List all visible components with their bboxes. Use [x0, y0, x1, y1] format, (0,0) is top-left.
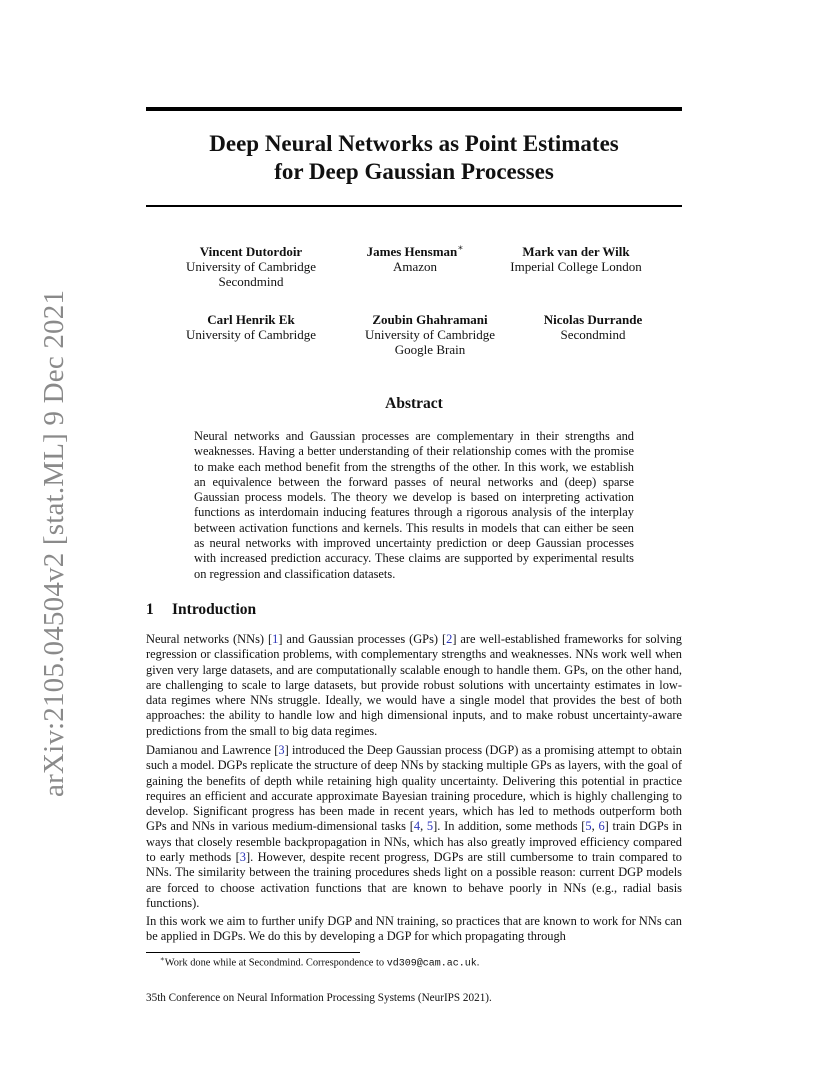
- author-affiliation: University of Cambridge: [186, 259, 316, 274]
- author-block: [351, 312, 509, 357]
- title-line-2: for Deep Gaussian Processes: [274, 159, 554, 184]
- section-number: 1: [146, 601, 154, 618]
- author-block: [514, 312, 672, 342]
- footnote: ∗Work done while at Secondmind. Correspondence to vd309@cam.ac.uk.: [160, 955, 480, 970]
- citation-link[interactable]: 5: [585, 819, 592, 834]
- email-link[interactable]: vd309@cam.ac.uk: [386, 958, 477, 970]
- author-affiliation: Amazon: [392, 259, 438, 274]
- abstract-heading: Abstract: [385, 395, 443, 412]
- body-paragraph: Neural networks (NNs) [1] and Gaussian processes (GPs) [2] are well-established frameworks for solving regression or classification problems, with complementary strengths and weaknesses. NNs work well when given very large datasets, and are computationally scalable enough to handle them. GPs, on the other hand, are challenging to scale to large datasets, but provide robust solutions with uncertainty estimates in low-data regimes where NNs struggle. Ideally, we would have a single model that provides the best of both approaches: the ability to handle low and high dimensional inputs, and to make robust uncertainty-aware predictions from the small to big data regimes.: [146, 632, 683, 738]
- author-block: [336, 244, 494, 274]
- author-name: Vincent Dutordoir: [199, 244, 303, 259]
- author-affiliation: Imperial College London: [510, 259, 642, 274]
- section-heading: [146, 601, 256, 619]
- title-line-1: Deep Neural Networks as Point Estimates: [209, 131, 619, 156]
- conference-note: 35th Conference on Neural Information Processing Systems (NeurIPS 2021).: [146, 992, 492, 1004]
- author-affiliation: University of Cambridge: [365, 327, 495, 342]
- arxiv-identifier: arXiv:2105.04504v2 [stat.ML] 9 Dec 2021: [38, 289, 70, 797]
- abstract-text: Neural networks and Gaussian processes are complementary in their strengths and weaknesses. Having a better understanding of their relationship comes with the promise to make each method benefit from the strengths of the other. In this work, we establish an equivalence between the forward passes of neural networks and (deep) sparse Gaussian process models. The theory we develop is based on interpreting activation functions as interdomain inducing features through a rigorous analysis of the interplay between activation functions and kernels. This results in models that can either be seen as neural networks with improved uncertainty prediction or deep Gaussian processes with increased prediction accuracy. These claims are supported by experimental results on regression and classification datasets.: [194, 429, 634, 581]
- author-name: Nicolas Durrande: [543, 312, 643, 327]
- citation-link[interactable]: 1: [272, 632, 279, 646]
- author-name: Zoubin Ghahramani: [372, 312, 488, 327]
- title-bottom-rule: [146, 205, 682, 207]
- paper-title: [146, 130, 682, 186]
- author-block: [172, 244, 330, 289]
- author-affiliation: Google Brain: [394, 342, 466, 357]
- footnote-marker: ∗: [457, 242, 464, 253]
- citation-link[interactable]: 3: [278, 743, 285, 757]
- citation-link[interactable]: 3: [239, 850, 246, 865]
- section-title: Introduction: [172, 601, 257, 618]
- author-name: Carl Henrik Ek: [207, 312, 295, 327]
- citation-link[interactable]: 6: [598, 819, 605, 834]
- author-affiliation: Secondmind: [560, 327, 626, 342]
- body-paragraph: Damianou and Lawrence [3] introduced the Deep Gaussian process (DGP) as a promising attempt to obtain such a model. DGPs replicate the structure of deep NNs by stacking multiple GPs as layers, with the goal of gaining the benefits of depth while retaining high quality uncertainty. Delivering this potential in practice requires an efficient and accurate approximate Bayesian training procedure, which is highly challenging to develop. Significant progress has been made in recent years, which has led to methods outperform both GPs and NNs in various medium-dimensional tasks [4, 5]. In addition, some methods [5, 6] train DGPs in ways that closely resemble backpropagation in NNs, which has also greatly improved efficiency compared to early methods [3]. However, despite recent progress, DGPs are still cumbersome to train compared to NNs. The similarity between the training procedures sheds light on a possible reason: current DGP models are forced to choose activation functions that are known to behave poorly in NNs (e.g., radial basis functions).: [146, 743, 683, 910]
- body-paragraph: In this work we aim to further unify DGP and NN training, so practices that are known to work for NNs can be applied in DGPs. We do this by developing a DGP for which propagating through: [146, 914, 682, 944]
- author-name: Mark van der Wilk: [522, 244, 630, 259]
- citation-link[interactable]: 5: [426, 819, 434, 834]
- author-block: [172, 312, 330, 342]
- title-top-rule: [146, 107, 682, 111]
- author-block: [497, 244, 655, 274]
- author-affiliation: University of Cambridge: [186, 327, 316, 342]
- citation-link[interactable]: 2: [446, 632, 453, 646]
- footnote-marker: ∗: [160, 955, 165, 963]
- citation-link[interactable]: 4: [413, 819, 421, 834]
- author-affiliation: Secondmind: [218, 274, 284, 289]
- footnote-rule: [146, 952, 360, 953]
- author-name: James Hensman: [366, 244, 458, 259]
